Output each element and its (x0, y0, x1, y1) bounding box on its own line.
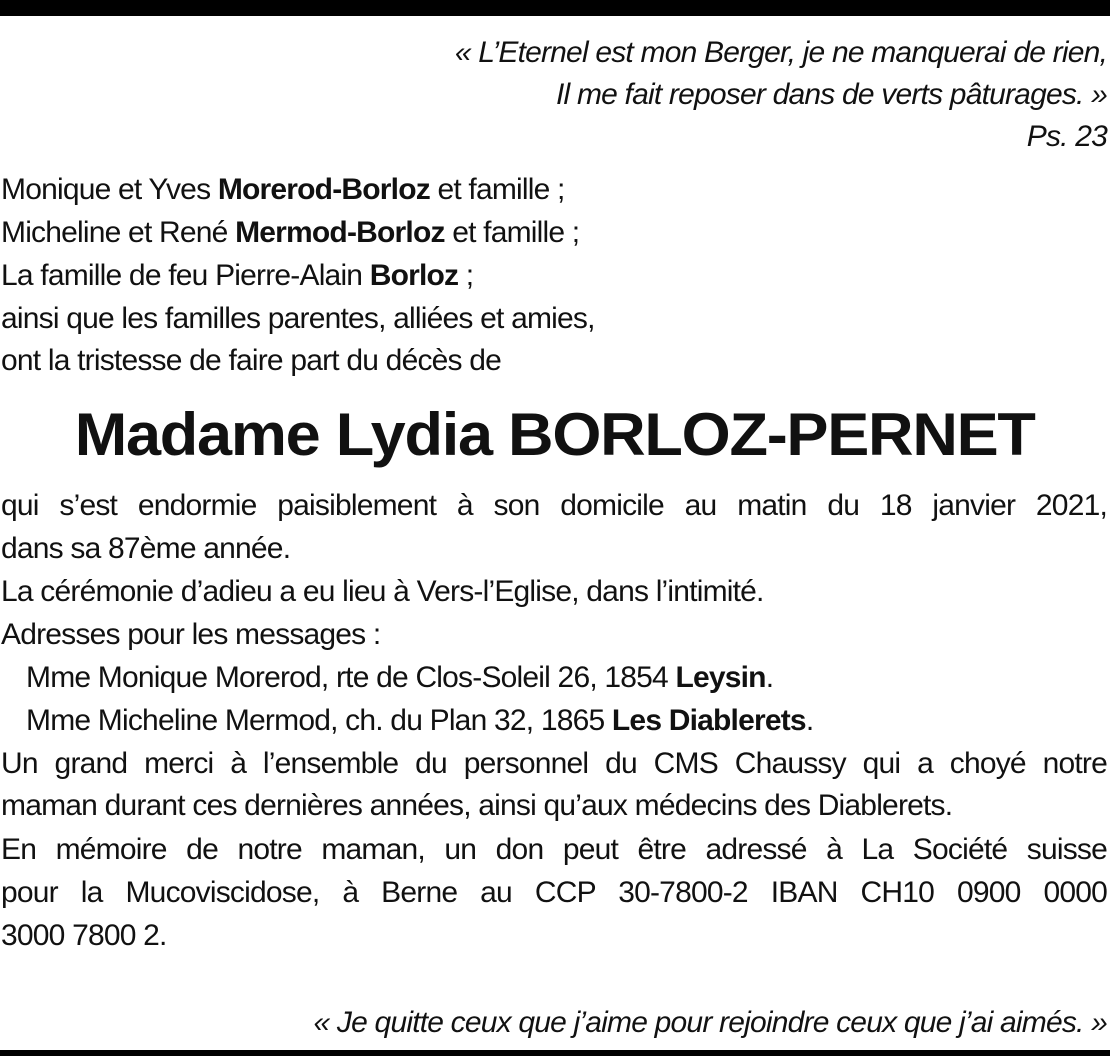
deceased-name: Madame Lydia BORLOZ-PERNET (75, 401, 1035, 468)
intro-line-2: ont la tristesse de faire part du décès de (1, 344, 502, 377)
address-line-2 (26, 700, 813, 742)
family-line-1-suffix: et famille ; (429, 173, 565, 206)
family-line-1-name: Morerod-Borloz (217, 173, 430, 206)
address-2-city: Les Diablerets (611, 704, 806, 737)
family-line-3-name: Borloz (369, 259, 459, 292)
address-1-end: . (765, 661, 774, 694)
family-line-3-suffix: ; (458, 259, 474, 292)
addresses-label: Adresses pour les messages : (1, 618, 381, 651)
thanks-line-2: maman durant ces dernières années, ainsi qu’aux médecins des Diablerets. (1, 789, 953, 822)
family-line-2-suffix: et famille ; (444, 216, 580, 249)
family-line-3-prefix: La famille de feu Pierre-Alain (1, 259, 370, 292)
death-line-1: qui s’est endormie paisiblement à son domicile au matin du 18 janvier 2021, (1, 489, 1107, 522)
address-1-text: Mme Monique Morerod, rte de Clos-Soleil 26, 1854 (26, 661, 676, 694)
family-line-3 (1, 255, 473, 297)
address-line-1 (26, 657, 773, 699)
header-quote-line-2: Il me fait reposer dans de verts pâturages. » (556, 78, 1107, 111)
family-line-2-prefix: Micheline et René (1, 216, 236, 249)
donation-line-1: En mémoire de notre maman, un don peut être adressé à La Société suisse (1, 833, 1107, 866)
bottom-rule (0, 1050, 1110, 1056)
ceremony-line: La cérémonie d’adieu a eu lieu à Vers-l’Eglise, dans l’intimité. (1, 575, 764, 608)
address-2-end: . (805, 704, 814, 737)
intro-line-1: ainsi que les familles parentes, alliées et amies, (1, 302, 595, 335)
family-line-2 (1, 212, 579, 254)
header-quote-line-1: « L’Eternel est mon Berger, je ne manquerai de rien, (454, 36, 1107, 69)
family-line-2-name: Mermod-Borloz (235, 216, 445, 249)
thanks-line-1: Un grand merci à l’ensemble du personnel du CMS Chaussy qui a choyé notre (1, 747, 1107, 780)
family-line-1-prefix: Monique et Yves (1, 173, 218, 206)
address-2-text: Mme Micheline Mermod, ch. du Plan 32, 1865 (26, 704, 612, 737)
address-1-city: Leysin (675, 661, 766, 694)
death-line-2: dans sa 87ème année. (1, 532, 291, 565)
donation-line-3: 3000 7800 2. (1, 919, 167, 952)
family-line-1 (1, 169, 565, 211)
donation-line-2: pour la Mucoviscidose, à Berne au CCP 30-7800-2 IBAN CH10 0900 0000 (1, 876, 1107, 909)
closing-quote: « Je quitte ceux que j’aime pour rejoindre ceux que j’ai aimés. » (313, 1006, 1107, 1039)
top-rule (0, 0, 1110, 16)
header-quote-reference: Ps. 23 (1026, 120, 1107, 153)
